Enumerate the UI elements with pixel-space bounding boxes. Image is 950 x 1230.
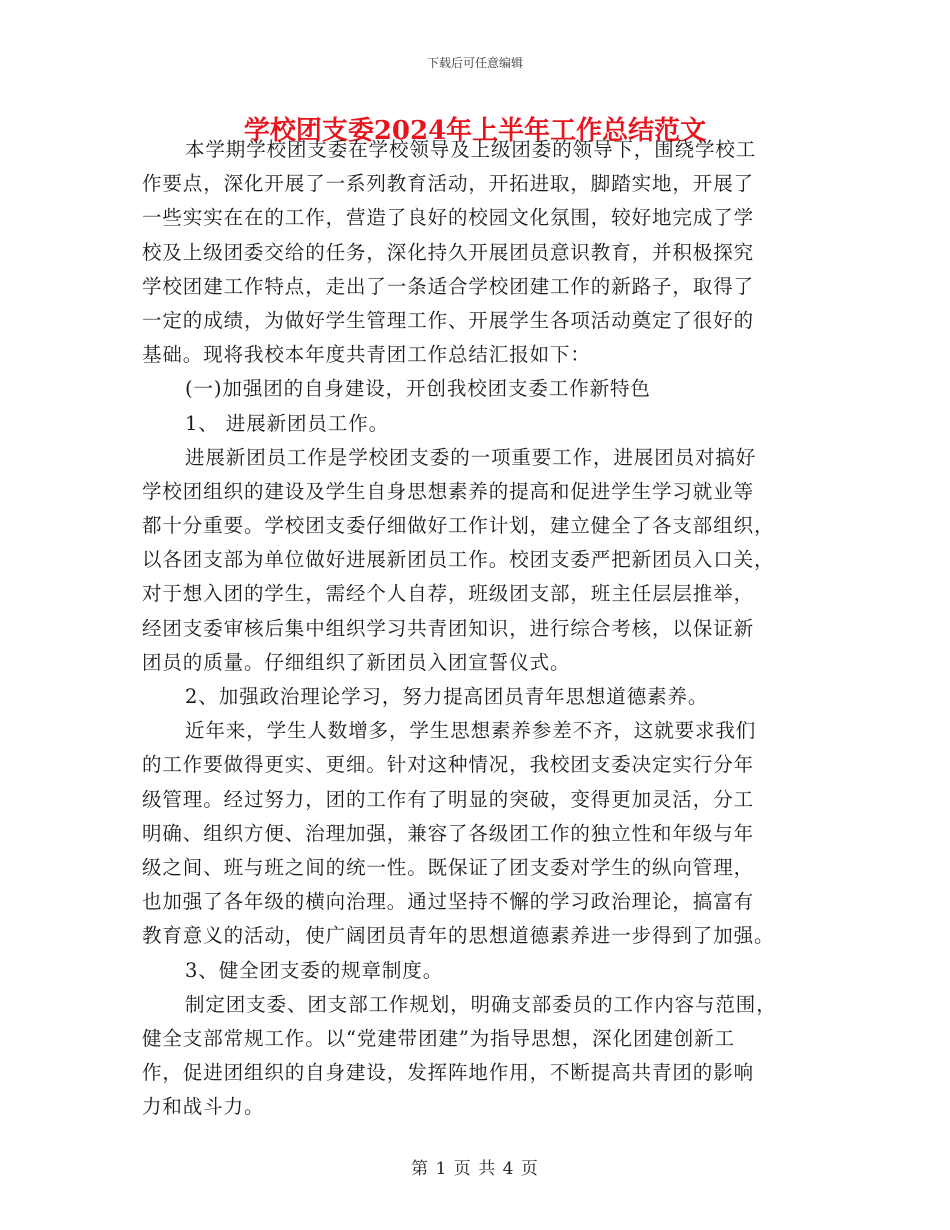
body-line: 健全支部常规工作。以“党建带团建”为指导思想，深化团建创新工 bbox=[142, 1026, 735, 1050]
subsection-heading: 3、健全团支委的规章制度。 bbox=[185, 958, 444, 982]
header-note: 下载后可任意编辑 bbox=[426, 56, 523, 70]
body-line: 也加强了各年级的横向治理。通过坚持不懈的学习政治理论，搞富有 bbox=[142, 890, 755, 914]
body-line: 作，促进团组织的自身建设，发挥阵地作用，不断提高共青团的影响 bbox=[142, 1061, 755, 1085]
body-line: 级之间、班与班之间的统一性。既保证了团支委对学生的纵向管理， bbox=[142, 855, 755, 879]
body-line: 基础。现将我校本年度共青团工作总结汇报如下： bbox=[142, 343, 591, 367]
body-line: 一定的成绩，为做好学生管理工作、开展学生各项活动奠定了很好的 bbox=[142, 308, 755, 332]
body-line: 的工作要做得更实、更细。针对这种情况，我校团支委决定实行分年 bbox=[142, 753, 755, 777]
body-line: 明确、组织方便、治理加强，兼容了各级团工作的独立性和年级与年 bbox=[142, 821, 755, 845]
body-line: 进展新团员工作是学校团支委的一项重要工作，进展团员对搞好 bbox=[185, 445, 757, 469]
body-line: 都十分重要。学校团支委仔细做好工作计划，建立健全了各支部组织， bbox=[142, 514, 775, 538]
body-line: 团员的质量。仔细组织了新团员入团宣誓仪式。 bbox=[142, 650, 571, 674]
body-line: 作要点，深化开展了一系列教育活动，开拓进取，脚踏实地，开展了 bbox=[142, 172, 755, 196]
body-line: 制定团支委、团支部工作规划，明确支部委员的工作内容与范围， bbox=[185, 992, 777, 1016]
body-line: 本学期学校团支委在学校领导及上级团委的领导下，围绕学校工 bbox=[185, 138, 757, 161]
body-line: 校及上级团委交给的任务，深化持久开展团员意识教育，并积极探究 bbox=[142, 240, 755, 264]
body-line: 学校团建工作特点，走出了一条适合学校团建工作的新路子，取得了 bbox=[142, 274, 755, 298]
body-line: 教育意义的活动，使广阔团员青年的思想道德素养进一步得到了加强。 bbox=[142, 924, 775, 948]
document-body bbox=[142, 133, 810, 1124]
body-line: 以各团支部为单位做好进展新团员工作。校团支委严把新团员入口关， bbox=[142, 548, 775, 572]
body-line: 学校团组织的建设及学生自身思想素养的提高和促进学生学习就业等 bbox=[142, 479, 755, 503]
body-line: 近年来，学生人数增多，学生思想素养参差不齐，这就要求我们 bbox=[185, 719, 757, 743]
body-line: 级管理。经过努力，团的工作有了明显的突破，变得更加灵活，分工 bbox=[142, 787, 755, 811]
section-heading: (一)加强团的自身建设，开创我校团支委工作新特色 bbox=[185, 377, 651, 401]
document-title: 学校团支委2024年上半年工作总结范文 bbox=[243, 116, 707, 146]
body-line: 力和战斗力。 bbox=[142, 1095, 265, 1119]
body-line: 一些实实在在的工作，营造了良好的校园文化氛围，较好地完成了学 bbox=[142, 206, 755, 230]
page-footer: 第 1 页 共 4 页 bbox=[411, 1159, 539, 1179]
body-line: 经团支委审核后集中组织学习共青团知识，进行综合考核，以保证新 bbox=[142, 616, 755, 640]
subsection-heading: 2、加强政治理论学习，努力提高团员青年思想道德素养。 bbox=[185, 685, 709, 708]
body-line: 对于想入团的学生，需经个人自荐，班级团支部，班主任层层推举， bbox=[142, 582, 755, 606]
subsection-heading: 1、 进展新团员工作。 bbox=[185, 411, 390, 435]
